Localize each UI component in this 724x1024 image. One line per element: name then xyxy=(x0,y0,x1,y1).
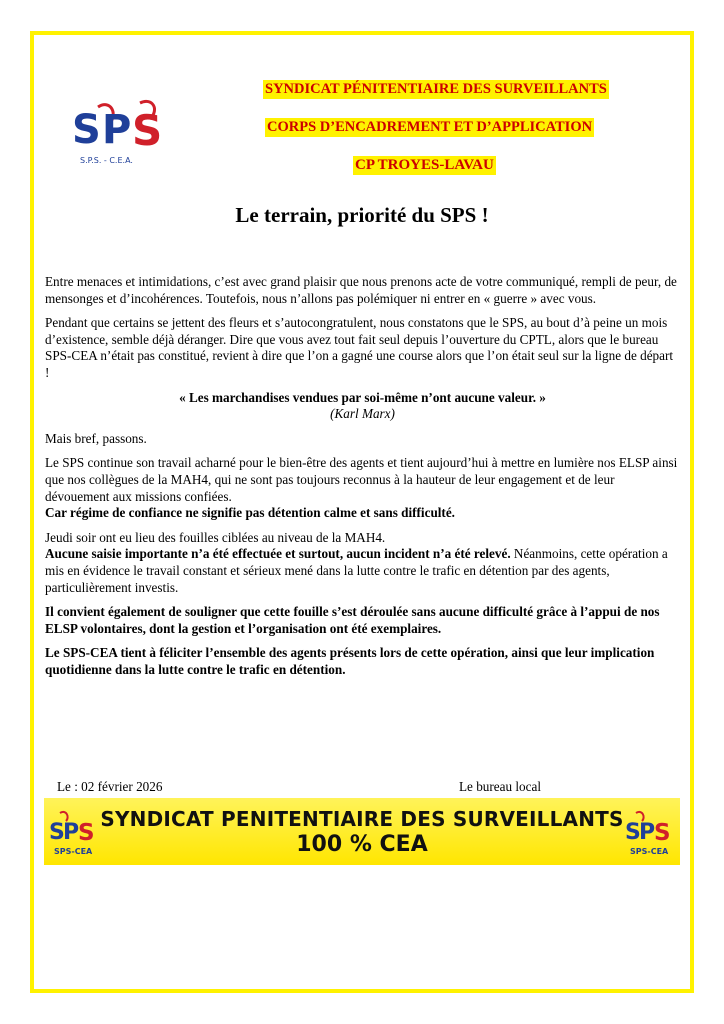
banner-logo-right xyxy=(624,807,676,859)
svg-text:S: S xyxy=(654,820,671,846)
svg-text:SPS-CEA: SPS-CEA xyxy=(54,847,93,856)
paragraph-search-bold: Aucune saisie importante n’a été effectuée et surtout, aucun incident n’a été relevé. xyxy=(45,546,511,562)
logo-p: P xyxy=(102,107,132,153)
svg-text:P: P xyxy=(63,820,80,845)
header-corps: CORPS D’ENCADREMENT ET D’APPLICATION xyxy=(267,119,593,135)
paragraph-congrats xyxy=(45,645,680,678)
header-site: CP TROYES-LAVAU xyxy=(355,157,494,173)
document-body xyxy=(45,274,680,686)
logo-caption: S.P.S. - C.E.A. xyxy=(80,156,133,165)
footer-banner xyxy=(44,798,680,865)
paragraph-transition: Mais bref, passons. xyxy=(45,430,147,446)
paragraph-search xyxy=(45,530,680,596)
banner-line2: 100 % CEA xyxy=(296,832,428,857)
paragraph-search-rest: Néanmoins, cette opération a mis en évidence le travail constant et sérieux mené dans la lutte contre le trafic en détention par des agents, particulièrement investis. xyxy=(45,546,668,595)
sps-logo xyxy=(70,95,180,170)
quote-text: « Les marchandises vendues par soi-même n’ont aucune valeur. » xyxy=(179,389,546,405)
paragraph-work-bold: Car régime de confiance ne signifie pas détention calme et sans difficulté. xyxy=(45,505,455,521)
header-union-name: SYNDICAT PÉNITENTIAIRE DES SURVEILLANTS xyxy=(265,81,607,97)
paragraph-intro: Entre menaces et intimidations, c’est avec grand plaisir que nous prenons acte de votre communiqué, rempli de peur, de mensonges et d’incohérences. Toutefois, nous n’allons pas polémiquer ni entrer en « guerre » avec vous. xyxy=(45,274,677,306)
paragraph-work xyxy=(45,455,680,521)
banner-line1: SYNDICAT PENITENTIAIRE DES SURVEILLANTS xyxy=(100,807,624,831)
svg-text:P: P xyxy=(639,820,656,845)
document-signature: Le bureau local xyxy=(459,779,542,794)
svg-text:S: S xyxy=(78,820,95,846)
svg-text:S: S xyxy=(625,820,641,845)
logo-s1: S xyxy=(72,107,101,153)
paragraph-context: Pendant que certains se jettent des fleurs et s’autocongratulent, nous constatons que le SPS, au bout d’à peine un mois d’existence, semble déjà déranger. Dire que vous avez tout fait seul depuis l’ouverture du CPTL, alors que le bureau SPS-CEA n’était pas constitué, revient à dire que l’on a gagné une course alors que l’on était seul sur la ligne de départ ! xyxy=(45,315,674,380)
paragraph-support xyxy=(45,604,680,637)
svg-text:SPS-CEA: SPS-CEA xyxy=(630,847,669,856)
logo-s2: S xyxy=(132,106,163,155)
paragraph-congrats-bold: Le SPS-CEA tient à féliciter l’ensemble des agents présents lors de cette opération, ainsi que leur implication quotidienne dans la lutte contre le trafic en détention. xyxy=(45,645,655,677)
paragraph-work-text: Le SPS continue son travail acharné pour le bien-être des agents et tient aujourd’hui à mettre en lumière nos ELSP ainsi que nos collègues de la MAH4, qui ne sont pas toujours reconnus à la hauteur de leur engagement et de leur dévouement aux missions confiées. xyxy=(45,455,678,504)
paragraph-support-bold: Il convient également de souligner que cette fouille s’est déroulée sans aucune difficulté grâce à l’appui de nos ELSP volontaires, dont la gestion et l’organisation ont été exemplaires. xyxy=(45,604,660,636)
page-title: Le terrain, priorité du SPS ! xyxy=(235,203,489,227)
document-date: Le : 02 février 2026 xyxy=(57,779,163,794)
paragraph-search-text: Jeudi soir ont eu lieu des fouilles ciblées au niveau de la MAH4. xyxy=(45,529,386,545)
svg-text:S: S xyxy=(49,820,65,845)
quote-author: (Karl Marx) xyxy=(330,406,395,422)
